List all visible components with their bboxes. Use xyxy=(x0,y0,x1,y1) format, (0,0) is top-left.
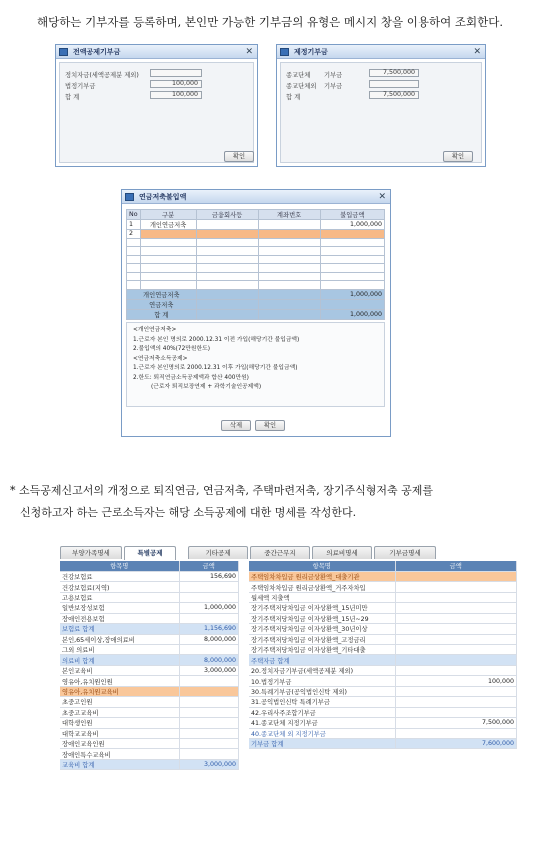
window-icon xyxy=(280,48,289,56)
legal-donation-field[interactable]: 100,000 xyxy=(150,80,202,88)
col-header: No xyxy=(127,210,141,220)
item-amount[interactable] xyxy=(179,728,239,738)
tab-other-deduction[interactable]: 기타공제 xyxy=(188,546,248,559)
sum-label: 연금저축 xyxy=(127,299,197,309)
subtotal-row xyxy=(60,759,239,769)
item-name: 대학생인원 xyxy=(60,718,179,728)
table-row[interactable] xyxy=(60,634,239,644)
religious-donation-field[interactable]: 7,500,000 xyxy=(369,69,419,77)
note-line: <개인연금저축> xyxy=(133,327,177,333)
item-amount: 1,156,690 xyxy=(179,624,239,634)
item-name: 본인,65세이상,장애의료비 xyxy=(60,634,179,644)
item-amount: 3,000,000 xyxy=(179,759,239,769)
sum-value: 1,000,000 xyxy=(320,309,384,319)
table-row[interactable] xyxy=(60,718,239,728)
item-name: 장애인교육인원 xyxy=(60,738,179,748)
item-name: 의료비 합계 xyxy=(60,655,179,665)
item-amount[interactable] xyxy=(179,738,239,748)
col-header: 불입금액 xyxy=(320,210,384,220)
field-label: 법정기부금 xyxy=(65,83,96,90)
tab-interim-workplace[interactable]: 중간근무지 xyxy=(250,546,310,559)
table-row[interactable] xyxy=(60,676,239,686)
row-account[interactable] xyxy=(258,220,320,230)
table-row[interactable] xyxy=(249,707,517,717)
item-amount[interactable]: 7,500,000 xyxy=(395,718,517,728)
item-amount[interactable] xyxy=(395,697,517,707)
row-no: 1 xyxy=(127,220,141,230)
designated-donation-dialog xyxy=(276,44,486,167)
table-row[interactable] xyxy=(60,697,239,707)
table-row[interactable] xyxy=(249,582,517,592)
table-row[interactable] xyxy=(60,749,239,759)
item-name: 41.종교단체 지정기부금 xyxy=(249,718,395,728)
item-name: 일반보장성보험 xyxy=(60,603,179,613)
item-name: 고용보험료 xyxy=(60,592,179,602)
ok-button[interactable]: 확인 xyxy=(224,151,254,162)
tab-donation-details[interactable]: 기부금명세 xyxy=(374,546,436,559)
item-name: 장기주택저당차입금 이자상환액_15년~29 xyxy=(249,613,395,623)
item-name: 장기주택저당차입금 이자상환액_30년이상 xyxy=(249,624,395,634)
window-icon xyxy=(59,48,68,56)
item-name: 30.특례기부금(공익법인신탁 제외) xyxy=(249,686,395,696)
dialog-title: 연금저축불입액 xyxy=(139,193,187,201)
item-amount xyxy=(395,655,517,665)
item-amount[interactable] xyxy=(179,592,239,602)
table-row[interactable] xyxy=(60,665,239,675)
table-row[interactable] xyxy=(249,676,517,686)
item-amount[interactable] xyxy=(179,582,239,592)
paragraph-line: * 소득공제신고서의 개정으로 퇴직연금, 연금저축, 주택마련저축, 장기주식형저축 공제를 xyxy=(10,484,433,497)
table-row[interactable] xyxy=(249,686,517,696)
row-amount[interactable] xyxy=(320,230,384,239)
col-header: 금융회사등 xyxy=(196,210,258,220)
pension-savings-dialog xyxy=(121,189,391,437)
row-no: 2 xyxy=(127,230,141,239)
table-row[interactable] xyxy=(249,665,517,675)
dialog-title: 전액공제기부금 xyxy=(73,48,121,56)
subtotal-row xyxy=(60,624,239,634)
empty-row[interactable] xyxy=(127,281,385,290)
item-name: 영유아,유치원인원 xyxy=(60,676,179,686)
item-amount[interactable] xyxy=(179,749,239,759)
close-icon[interactable]: ✕ xyxy=(473,47,481,57)
sum-value xyxy=(320,299,384,309)
sum-row xyxy=(127,299,385,309)
table-row[interactable] xyxy=(249,624,517,634)
empty-row[interactable] xyxy=(127,264,385,273)
note-line: 2.한도: 퇴직연금소득공제액과 합산 400만원) xyxy=(133,374,249,381)
item-name: 건강보험료(지역) xyxy=(60,582,179,592)
item-name: 40.종교단체 외 지정기부금 xyxy=(249,728,395,738)
item-amount[interactable]: 156,690 xyxy=(179,571,239,581)
empty-row[interactable] xyxy=(127,247,385,256)
field-label: 정치자금(세액공제분 제외) xyxy=(65,72,139,79)
item-name: 월세액 지출액 xyxy=(249,592,395,602)
intro-text: 해당하는 기부자를 등록하며, 본인만 가능한 기부금의 유형은 메시지 창을 이용하여 조회한다. xyxy=(36,15,503,29)
row-kind[interactable] xyxy=(140,230,196,239)
tab-medical-details[interactable]: 의료비명세 xyxy=(312,546,372,559)
table-row[interactable] xyxy=(60,603,239,613)
item-amount[interactable] xyxy=(179,645,239,655)
item-name: 장애인전용보험 xyxy=(60,613,179,623)
total-field[interactable]: 100,000 xyxy=(150,91,202,99)
item-name: 20.정치자금기부금(세액공제분 제외) xyxy=(249,665,395,675)
item-name: 대학교교육비 xyxy=(60,728,179,738)
col-header: 항목명 xyxy=(249,561,395,571)
dialog-body xyxy=(59,62,254,163)
table-row[interactable] xyxy=(249,603,517,613)
field-label: 종교단체외 xyxy=(286,83,317,90)
item-amount: 8,000,000 xyxy=(179,655,239,665)
delete-button[interactable]: 삭제 xyxy=(221,420,251,431)
item-amount[interactable] xyxy=(179,613,239,623)
table-row[interactable] xyxy=(249,697,517,707)
item-amount[interactable] xyxy=(179,676,239,686)
row-company[interactable] xyxy=(196,230,258,239)
item-amount[interactable] xyxy=(395,634,517,644)
table-row-selected[interactable] xyxy=(127,230,385,239)
item-amount[interactable]: 100,000 xyxy=(395,676,517,686)
tab-dependents[interactable]: 부양가족명세 xyxy=(60,546,122,559)
item-name: 주택임차차입금 원리금상환액_대출기관 xyxy=(249,571,395,581)
item-name: 42.우리사주조합기부금 xyxy=(249,707,395,717)
table-row[interactable] xyxy=(249,728,517,738)
item-name: 초중고인원 xyxy=(60,697,179,707)
total-field[interactable]: 7,500,000 xyxy=(369,91,419,99)
item-name: 장기주택저당차입금 이자상환액_15년미만 xyxy=(249,603,395,613)
item-amount[interactable] xyxy=(179,707,239,717)
table-row[interactable] xyxy=(60,582,239,592)
row-amount[interactable]: 1,000,000 xyxy=(320,220,384,230)
item-amount: 7,600,000 xyxy=(395,738,517,748)
item-name: 주택자금 합계 xyxy=(249,655,395,665)
item-amount[interactable]: 1,000,000 xyxy=(179,603,239,613)
total-label: 합 계 xyxy=(286,94,301,101)
table-row[interactable] xyxy=(60,707,239,717)
col-header: 구분 xyxy=(140,210,196,220)
political-fund-field[interactable] xyxy=(150,69,202,77)
empty-row[interactable] xyxy=(127,238,385,247)
item-amount[interactable] xyxy=(395,582,517,592)
table-row[interactable] xyxy=(249,634,517,644)
item-name: 그외 의료비 xyxy=(60,645,179,655)
item-name: 초중고교육비 xyxy=(60,707,179,717)
item-name: 기부금 합계 xyxy=(249,738,395,748)
sum-row xyxy=(127,289,385,299)
tab-special-deduction[interactable]: 특별공제 xyxy=(124,546,176,560)
row-company[interactable] xyxy=(196,220,258,230)
item-amount[interactable]: 3,000,000 xyxy=(179,665,239,675)
item-name: 장기주택저당차입금 이자상환액_기타대출 xyxy=(249,645,395,655)
item-amount[interactable] xyxy=(395,571,517,581)
dialog-titlebar xyxy=(277,45,485,59)
item-amount[interactable] xyxy=(395,603,517,613)
note-line: 1.근로자 본인명의로 2000.12.31 이후 가입(해당기간 불입금액) xyxy=(133,365,298,371)
table-row[interactable] xyxy=(60,728,239,738)
item-name: 31.공익법인신탁 특례기부금 xyxy=(249,697,395,707)
item-amount[interactable] xyxy=(395,613,517,623)
table-row[interactable] xyxy=(60,592,239,602)
item-amount[interactable] xyxy=(395,686,517,696)
ok-button[interactable]: 확인 xyxy=(255,420,285,431)
notes-panel xyxy=(126,322,385,407)
non-religious-donation-field[interactable] xyxy=(369,80,419,88)
dialog-title: 제정기부금 xyxy=(294,48,328,56)
table-row[interactable] xyxy=(249,645,517,655)
item-name: 본인교육비 xyxy=(60,665,179,675)
item-name: 10.법정기부금 xyxy=(249,676,395,686)
item-amount[interactable] xyxy=(395,665,517,675)
item-name: 영유아,유치원교육비 xyxy=(60,686,179,696)
note-line: 1.근로자 본인 명의로 2000.12.31 이전 가입(해당기간 불입금액) xyxy=(133,336,300,343)
table-row[interactable] xyxy=(60,645,239,655)
dialog-titlebar xyxy=(122,190,390,204)
table-row[interactable] xyxy=(60,571,239,581)
item-name: 보험료 합계 xyxy=(60,624,179,634)
col-header: 금액 xyxy=(179,561,239,571)
item-name: 장기주택저당차입금 이자상환액_고정금리 xyxy=(249,634,395,644)
field-label: 기부금 xyxy=(324,83,343,90)
sum-label: 개인연금저축 xyxy=(127,289,197,299)
item-name: 교육비 합계 xyxy=(60,759,179,769)
sum-label: 합 계 xyxy=(127,309,197,319)
selected-row[interactable] xyxy=(249,571,517,581)
subtotal-row xyxy=(249,738,517,748)
ok-button[interactable]: 확인 xyxy=(443,151,473,162)
empty-row[interactable] xyxy=(127,255,385,264)
item-amount[interactable]: 8,000,000 xyxy=(179,634,239,644)
note-line: (근로자 퇴직보장연제 + 과학기술인공제액) xyxy=(151,384,262,390)
field-label: 종교단체 xyxy=(286,72,311,79)
col-header: 항목명 xyxy=(60,561,179,571)
dialog-body xyxy=(280,62,482,163)
item-amount[interactable] xyxy=(395,707,517,717)
total-label: 합 계 xyxy=(65,94,80,101)
left-deduction-table xyxy=(60,561,239,770)
item-amount[interactable] xyxy=(395,645,517,655)
field-label: 기부금 xyxy=(324,72,343,79)
row-kind[interactable]: 개인연금저축 xyxy=(140,220,196,230)
item-amount[interactable] xyxy=(395,592,517,602)
close-icon[interactable]: ✕ xyxy=(245,47,253,57)
window-icon xyxy=(125,193,134,201)
table-row[interactable] xyxy=(60,738,239,748)
sum-value: 1,000,000 xyxy=(320,289,384,299)
col-header: 계좌번호 xyxy=(258,210,320,220)
right-deduction-table xyxy=(249,561,517,749)
pension-table xyxy=(126,209,385,320)
table-row[interactable] xyxy=(60,613,239,623)
row-account[interactable] xyxy=(258,230,320,239)
dialog-titlebar xyxy=(56,45,257,59)
table-row[interactable] xyxy=(249,718,517,728)
subtotal-row xyxy=(60,655,239,665)
selected-row[interactable] xyxy=(60,686,239,696)
item-amount[interactable] xyxy=(179,697,239,707)
close-icon[interactable]: ✕ xyxy=(378,192,386,202)
item-name: 건강보험료 xyxy=(60,571,179,581)
empty-row[interactable] xyxy=(127,272,385,281)
table-row[interactable] xyxy=(127,220,385,230)
full-deduction-donation-dialog xyxy=(55,44,258,167)
table-row[interactable] xyxy=(249,592,517,602)
item-amount[interactable] xyxy=(179,718,239,728)
item-amount[interactable] xyxy=(395,728,517,738)
col-header: 금액 xyxy=(395,561,517,571)
paragraph-line: 신청하고자 하는 근로소득자는 해당 소득공제에 대한 명세를 작성한다. xyxy=(20,506,357,519)
subtotal-row xyxy=(249,655,517,665)
item-name: 장애인특수교육비 xyxy=(60,749,179,759)
table-row[interactable] xyxy=(249,613,517,623)
sum-row xyxy=(127,309,385,319)
note-line: <연금저축소득공제> xyxy=(133,355,188,362)
item-amount[interactable] xyxy=(179,686,239,696)
note-line: 2.불입액의 40%(72만원한도) xyxy=(133,346,210,352)
item-amount[interactable] xyxy=(395,624,517,634)
item-name: 주택임차차입금 원리금상환액_거주자차입 xyxy=(249,582,395,592)
